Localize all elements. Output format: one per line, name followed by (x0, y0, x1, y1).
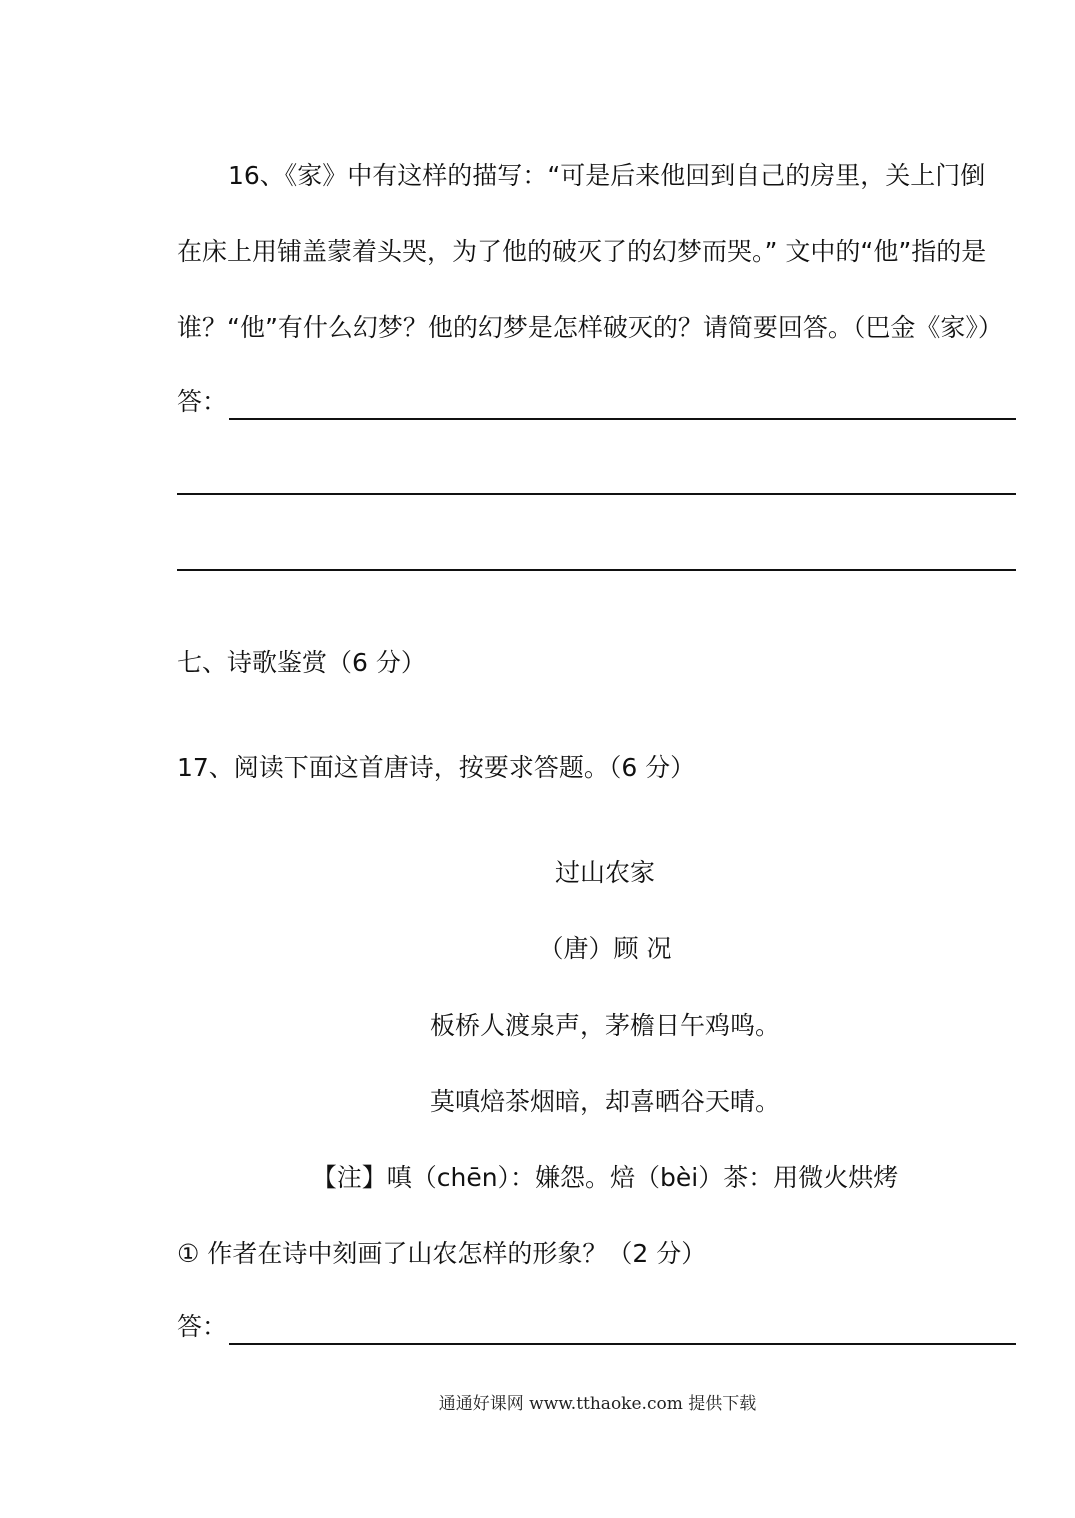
q16-answer-row (177, 384, 1016, 420)
poem-author: （唐）顾 况 (538, 934, 672, 963)
q16-answer-line-2[interactable] (177, 493, 1016, 495)
q16-text-line-2: 在床上用铺盖蒙着头哭，为了他的破灭了的幻梦而哭。” 文中的“他”指的是 (177, 237, 987, 266)
q16-text-line-3: 谁？“他”有什么幻梦？他的幻梦是怎样破灭的？请简要回答。（巴金《家》） (177, 313, 1003, 342)
q16-text-line-1: 16、《家》中有这样的描写：“可是后来他回到自己的房里，关上门倒 (228, 161, 986, 190)
q16-answer-line-3[interactable] (177, 569, 1016, 571)
q17-answer-line-1[interactable] (229, 1343, 1016, 1345)
page-footer: 通通好课网 www.tthaoke.com 提供下载 (438, 1394, 757, 1414)
poem-verse-2: 莫嗔焙茶烟暗，却喜晒谷天晴。 (429, 1087, 780, 1116)
q17-sub-question-1: ① 作者在诗中刻画了山农怎样的形象？（2 分） (177, 1239, 707, 1268)
section-7-title: 七、诗歌鉴赏（6 分） (177, 648, 426, 677)
q17-answer-label: 答： (177, 1312, 228, 1341)
poem-verse-1: 板桥人渡泉声，茅檐日午鸡鸣。 (429, 1011, 780, 1040)
poem-title: 过山农家 (554, 858, 655, 887)
q17-answer-row (177, 1309, 1016, 1345)
q16-answer-line-1[interactable] (229, 418, 1016, 420)
q17-prompt: 17、阅读下面这首唐诗，按要求答题。（6 分） (177, 753, 696, 782)
q16-answer-label: 答： (177, 387, 228, 416)
poem-note: 【注】嗔（chēn）：嫌怨。焙（bèi）茶：用微火烘烤 (311, 1163, 899, 1192)
